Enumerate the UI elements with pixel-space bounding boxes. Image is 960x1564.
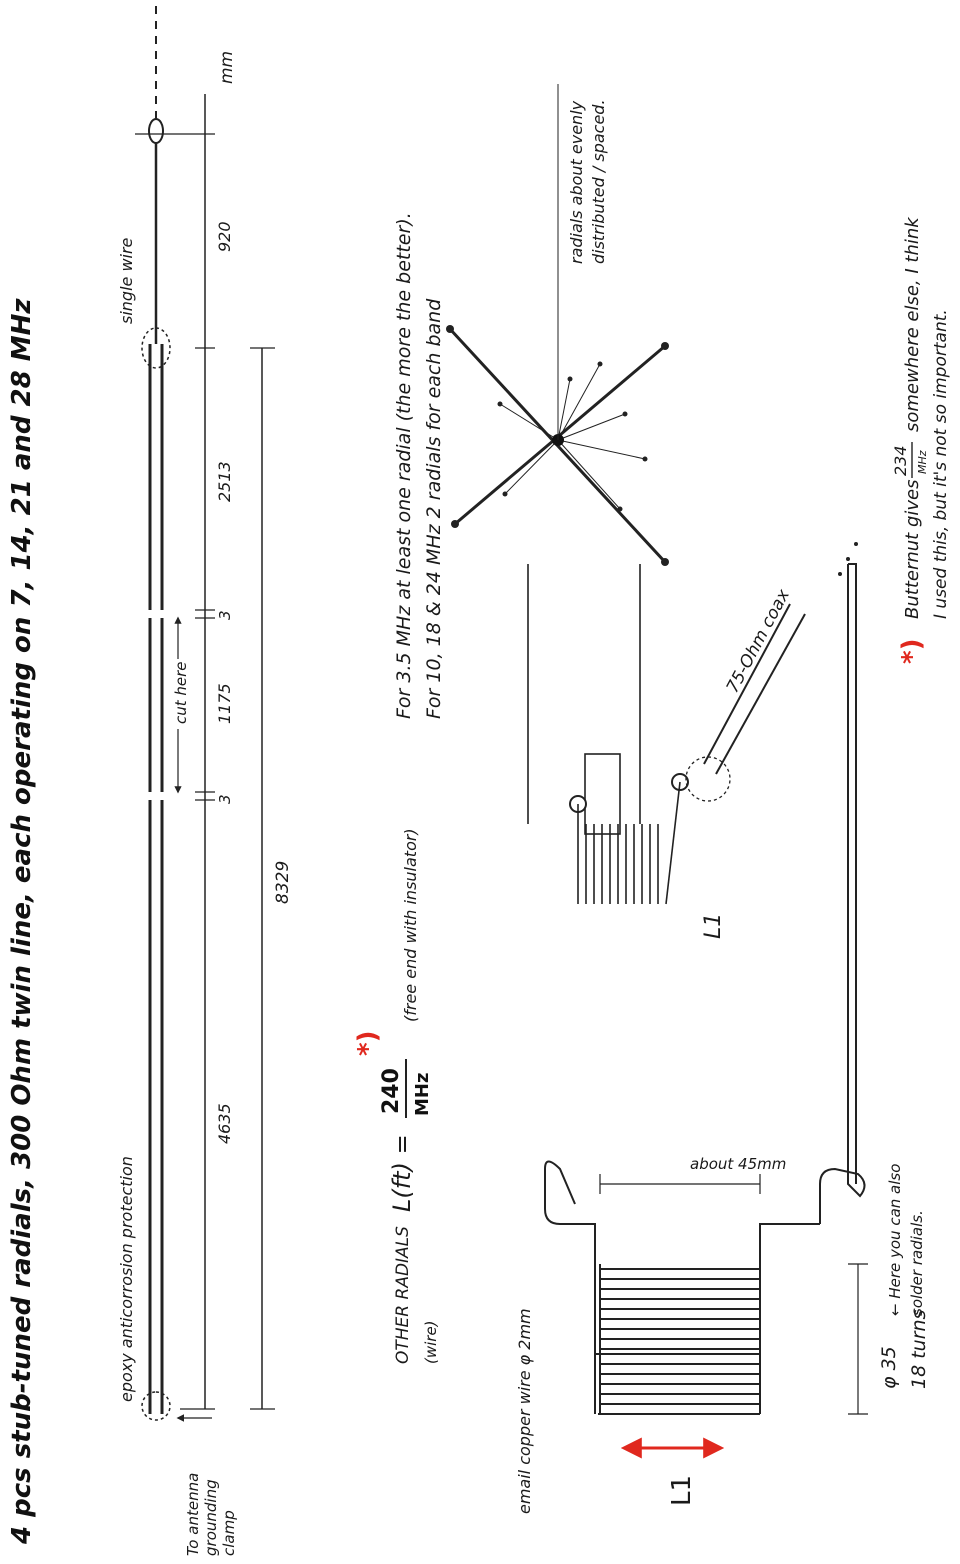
clamp-label-1: To antenna <box>184 1472 202 1556</box>
footnote <box>891 216 951 664</box>
dim-3b: 3 <box>216 610 234 620</box>
dim-3a: 3 <box>216 794 234 804</box>
clamp-label-2: grounding <box>202 1479 220 1556</box>
clamp-label-3: clamp <box>220 1510 238 1556</box>
radial-thin-end-2 <box>498 402 503 407</box>
diameter-label: φ 35 <box>878 1346 900 1389</box>
formula-section <box>353 828 440 1364</box>
footnote-line2: I used this, but it's not so important. <box>931 309 951 619</box>
coil-lead-double <box>848 564 856 1184</box>
radial-end-3 <box>446 325 454 333</box>
coil-body <box>545 1162 820 1415</box>
twin-line-diagram <box>117 2 293 1556</box>
turns-label: 18 turns <box>908 1309 930 1389</box>
footnote-text-a: Butternut gives <box>902 479 923 619</box>
feed-coil-name: L1 <box>701 912 726 939</box>
formula-denominator: MHz <box>412 1072 433 1116</box>
radials-star <box>446 84 669 566</box>
radial-thin-end-5 <box>618 507 623 512</box>
footnote-den: MHz <box>916 450 929 474</box>
radial-thin-5 <box>558 440 620 509</box>
radial-info-line1: For 3.5 MHz at least one radial (the more the better). <box>393 212 415 719</box>
single-wire-label: single wire <box>117 237 136 324</box>
radial-thin-end-4 <box>643 457 648 462</box>
gap-1 <box>146 792 166 800</box>
page-title: 4 pcs stub-tuned radials, 300 Ohm twin line, each operating on 7, 14, 21 and 28 MHz <box>7 298 37 1544</box>
feed-detail <box>528 542 858 939</box>
radial-end-4 <box>451 520 459 528</box>
coax-label: 75-Ohm coax <box>722 586 794 697</box>
formula-lhs: L(ft) = <box>388 1134 416 1212</box>
solder-note-2: solder radials. <box>908 1210 926 1316</box>
coil-lead-right <box>820 564 865 1224</box>
radial-thin-4 <box>558 440 645 459</box>
footnote-asterisk: *) <box>897 638 927 664</box>
solder-note-1: ← Here you can also <box>886 1163 904 1316</box>
radial-thin-end-3 <box>503 492 508 497</box>
formula-prefix: OTHER RADIALS <box>393 1226 413 1364</box>
radial-thin-3 <box>505 440 558 494</box>
formula-asterisk: *) <box>353 1030 383 1056</box>
ellipsis-dot-3 <box>854 542 858 546</box>
coil-detail <box>515 564 930 1514</box>
coax-line-1 <box>704 604 790 764</box>
formula-sub-label: (wire) <box>422 1320 440 1364</box>
dim-920: 920 <box>215 221 234 252</box>
about-label: about 45mm <box>690 1155 787 1173</box>
spacing-label-2: distributed / spaced. <box>589 99 608 264</box>
radial-end-2 <box>661 342 669 350</box>
unit-mm: mm <box>217 50 237 84</box>
coil-name: L1 <box>667 1474 697 1506</box>
end-insulator <box>149 119 163 143</box>
epoxy-label: epoxy anticorrosion protection <box>117 1156 136 1402</box>
radial-info-line2: For 10, 18 & 24 MHz 2 radials for each band <box>423 298 445 719</box>
dim-1175: 1175 <box>215 683 234 724</box>
formula-numerator: 240 <box>379 1068 404 1114</box>
radial-thin-7 <box>558 364 600 440</box>
spacing-label-1: radials about evenly <box>567 100 586 264</box>
radial-thin-end-7 <box>598 362 603 367</box>
radial-thin-end-1 <box>568 377 573 382</box>
epoxy-circle <box>142 1392 170 1420</box>
formula-note: (free end with insulator) <box>401 828 420 1022</box>
radial-end-1 <box>661 558 669 566</box>
total-length: 8329 <box>273 860 293 904</box>
footnote-text-b: somewhere else, I think <box>902 217 923 432</box>
gap-2 <box>146 610 166 618</box>
dim-2513: 2513 <box>215 461 234 502</box>
coax-joint-circle <box>686 757 730 801</box>
coil-wire-label: email copper wire φ 2mm <box>515 1308 534 1514</box>
radial-thin-2 <box>500 404 558 440</box>
ellipsis-dot-2 <box>846 557 850 561</box>
footnote-num: 234 <box>891 445 910 476</box>
dim-4635: 4635 <box>215 1103 234 1144</box>
ellipsis-dot-1 <box>838 572 842 576</box>
radial-thin-end-6 <box>623 412 628 417</box>
feed-bracket <box>585 754 620 834</box>
cut-here-label: cut here <box>172 661 190 724</box>
